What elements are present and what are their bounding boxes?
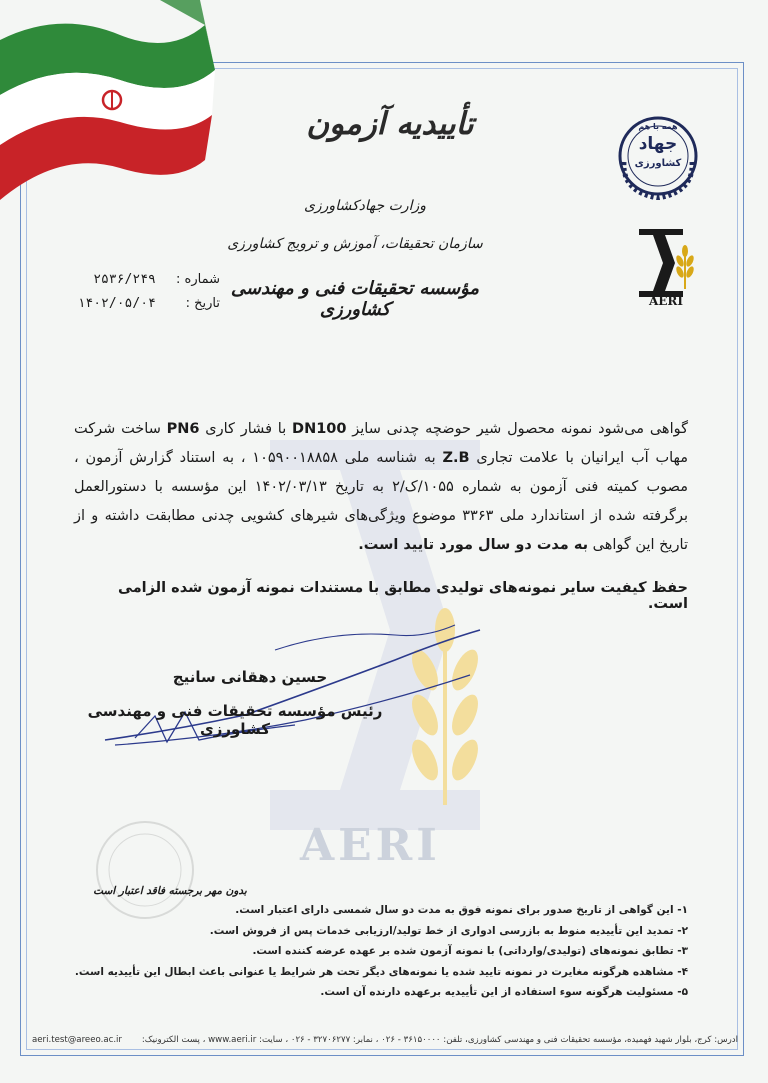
organization-name: سازمان تحقیقات، آموزش و ترویج کشاورزی — [227, 236, 483, 252]
date-label: تاریخ : — [185, 296, 220, 311]
certificate-date — [60, 296, 220, 311]
signer-name: حسین دهقانی سانیج — [172, 668, 328, 686]
list-item: ۵- مسئولیت هرگونه سوء استفاده از این تأییدیه برعهده دارنده آن است. — [320, 986, 688, 998]
stamp-note: بدون مهر برجسته فاقد اعتبار است — [93, 885, 247, 897]
validity-period: به مدت دو سال مورد تایید است. — [358, 537, 589, 553]
ministry-name: وزارت جهادکشاورزی — [303, 198, 427, 214]
footer-address: آدرس: کرج، بلوار شهید فهمیده، مؤسسه تحقیقات فنی و مهندسی کشاورزی، تلفن: ۳۶۱۵۰۰۰۰ - ۰۲۶ ، نمابر: ۳۲۷۰۶۲۷۷ - ۰۲۶ ، سایت: www.aeri.ir ، پست الکترونیک: — [141, 1035, 738, 1045]
signer-title: رئیس مؤسسه تحقیقات فنی و مهندسی کشاورزی — [87, 702, 383, 738]
embossed-seal-icon — [85, 815, 205, 925]
certificate-body — [74, 415, 688, 560]
iran-flag-icon — [0, 0, 230, 250]
number-value: ۲۵۳۶/۲۴۹ — [93, 272, 156, 287]
list-item: ۲- تمدید این تأییدیه منوط به بازرسی ادواری از خط تولید/ارزیابی خدمات پس از فروش است. — [209, 924, 688, 937]
quality-requirement: حفظ کیفیت سایر نمونه‌های تولیدی مطابق با مستندات نمونه آزمون شده الزامی است. — [118, 580, 688, 612]
pipe-size: DN100 — [292, 421, 347, 437]
list-item: ۴- مشاهده هرگونه مغایرت در نمونه تایید شده یا نمونه‌های دیگر تحت هر شرایط یا عنوانی باعث ابطال این تأییدیه است. — [74, 965, 688, 978]
pressure-rating: PN6 — [166, 421, 200, 437]
aeri-logo-label: AERI — [648, 294, 684, 308]
list-item: ۳- تطابق نمونه‌های (تولیدی/وارداتی) با نمونه آزمون شده بر عهده عرضه کننده است. — [252, 945, 688, 957]
number-label: شماره : — [176, 272, 220, 287]
jehad-logo-top: همه با هم — [638, 122, 678, 131]
certificate-statement: گواهی می‌شود نمونه محصول شیر حوضچه چدنی سایز DN100 با فشار کاری PN6 ساخت شرکت مهاب آب ایرانیان با علامت تجاری Z.B به شناسه ملی ۱۰۵۹۰۰۱۸۸۵۸ ، به استناد گزارش آزمون ، مصوب کمیته فنی آزمون به شماره ۱۰۵۵/ک/۲ به تاریخ ۱۴۰۲/۰۳/۱۳ این مؤسسه با دستورالعمل برگرفته شده از استاندارد ملی ۳۳۶۳ موضوع ویژگی‌های شیرهای کشویی چدنی مطابقت داشته و از تاریخ این گواهی به مدت دو سال مورد تایید است. — [74, 421, 688, 553]
signature-scribble — [95, 620, 485, 760]
certificate-number — [60, 272, 220, 287]
conditions-list — [74, 900, 688, 1003]
jehad-logo-main: جهاد — [638, 134, 678, 154]
footer-email[interactable]: aeri.test@areeo.ac.ir — [32, 1035, 122, 1045]
aeri-watermark-text: AERI — [300, 820, 441, 871]
list-item: ۱- این گواهی از تاریخ صدور برای نمونه فوق به مدت دو سال شمسی دارای اعتبار است. — [235, 904, 688, 916]
date-value: ۱۴۰۲/۰۵/۰۴ — [77, 296, 156, 311]
institute-name: مؤسسه تحقیقات فنی و مهندسی کشاورزی — [230, 278, 480, 320]
footer — [26, 1028, 738, 1052]
jehad-logo-sub: کشاورزی — [634, 158, 682, 169]
trademark: Z.B — [442, 450, 470, 466]
page-title: تأییدیه آزمون — [306, 106, 474, 142]
